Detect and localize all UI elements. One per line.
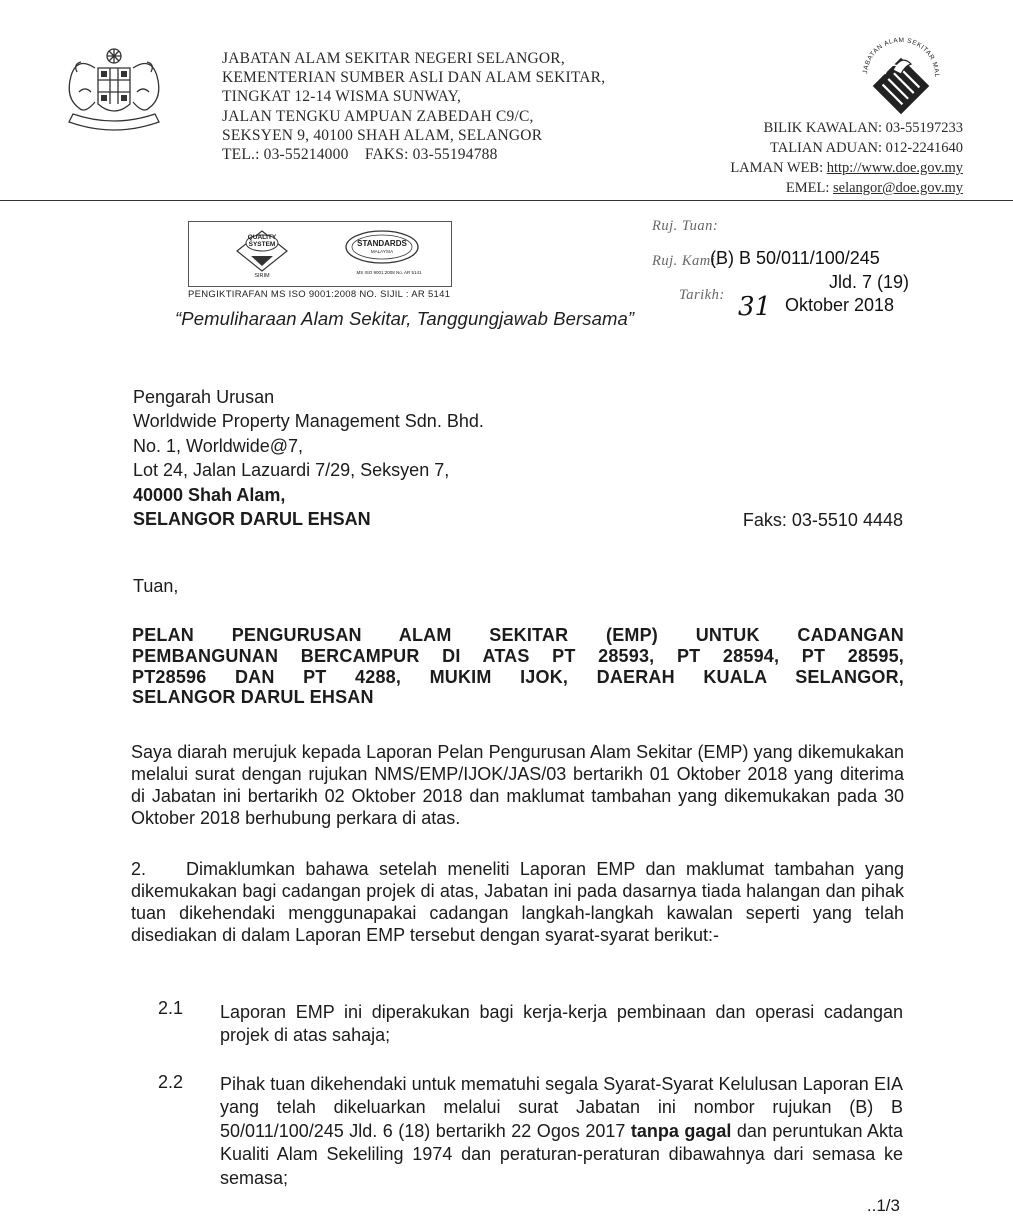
department-address-block [222, 49, 605, 164]
standards-badge-text: STANDARDS [357, 239, 407, 248]
address-line: Lot 24, Jalan Lazuardi 7/29, Seksyen 7, [133, 460, 450, 481]
subject-line: PELAN PENGURUSAN ALAM SEKITAR (EMP) UNTUK CADANGAN [132, 625, 904, 645]
email-line [730, 178, 963, 198]
paragraph-1: Saya diarah merujuk kepada Laporan Pelan Pengurusan Alam Sekitar (EMP) yang dikemukakan melalui surat dengan rujukan NMS/EMP/IJOK/JAS/03 bertarikh 01 Oktober 2018 yang diterima di Jabatan ini bertarikh 02 Oktober 2018 dan maklumat tambahan yang dikemukakan pada 30 Oktober 2018 berhubung perkara di atas. [131, 742, 904, 828]
item-2-1-text: Laporan EMP ini diperakukan bagi kerja-kerja pembinaan dan operasi cadangan projek di atas sahaja; [220, 1002, 903, 1046]
department-line: JABATAN ALAM SEKITAR NEGERI SELANGOR, [222, 50, 565, 67]
standards-malaysia-badge [343, 228, 421, 268]
item-2-2-number: 2.2 [158, 1072, 184, 1092]
subject-line: SELANGOR DARUL EHSAN [132, 687, 374, 708]
recipient-fax: Faks: 03-5510 4448 [742, 510, 903, 530]
date-month-year: Oktober 2018 [785, 295, 895, 315]
date-day-handwritten: 31 [738, 292, 772, 322]
standards-badge-sub: MALAYSIA [370, 249, 394, 254]
subject-line: PEMBANGUNAN BERCAMPUR DI ATAS PT 28593, PT 28594, PT 28595, [132, 645, 904, 666]
jilid-value: Jld. 7 (19) [828, 272, 909, 292]
ruj-kami-value: (B) B 50/011/100/245 [710, 248, 880, 268]
paragraph-2-text: Dimaklumkan bahawa setelah meneliti Laporan EMP dan maklumat tambahan yang dikemukakan bagi cadangan projek di atas, Jabatan ini pada dasarnya tiada halangan dan pihak tuan dikehendaki menggunapakai cadangan langkah-langkah kawalan seperti yang telah disediakan di dalam Laporan EMP tersebut dengan syarat-syarat berikut:- [131, 859, 904, 945]
recipient-address [133, 385, 484, 531]
paragraph-2-number: 2. [131, 859, 147, 879]
quality-badge-line: QUALITY [247, 234, 277, 241]
item-2-2-text [220, 1073, 903, 1190]
quality-badge-line: SYSTEM [248, 240, 276, 248]
talian-aduan-line: TALIAN ADUAN: 012-2241640 [770, 140, 963, 156]
ruj-kami-label: Ruj. Kami: [652, 253, 721, 269]
department-phone-line: TEL.: 03-55214000 FAKS: 03-55194788 [222, 146, 498, 164]
header-divider [0, 200, 1013, 201]
quality-badge-footer: SIRIM [254, 273, 270, 279]
item-2-2-emphasis: tanpa gagal [630, 1120, 732, 1141]
address-line: Pengarah Urusan [133, 387, 275, 407]
website-line [730, 158, 963, 178]
address-line: No. 1, Worldwide@7, [133, 435, 304, 456]
logo-ring-text: JABATAN ALAM SEKITAR MAL [862, 36, 941, 78]
item-2-1-number: 2.1 [158, 998, 184, 1018]
certification-box [188, 221, 452, 287]
certification-caption: PENGIKTIRAFAN MS ISO 9001:2008 NO. SIJIL : AR 5141 [188, 289, 451, 300]
jabatan-alam-sekitar-logo-icon [855, 30, 947, 118]
salutation: Tuan, [133, 576, 179, 596]
page-number: ..1/3 [866, 1196, 900, 1215]
website-label: LAMAN WEB: [730, 160, 827, 176]
bilik-kawalan-line: BILIK KAWALAN: 03-55197233 [763, 120, 963, 136]
address-line: Worldwide Property Management Sdn. Bhd. [133, 411, 484, 432]
department-line: KEMENTERIAN SUMBER ASLI DAN ALAM SEKITAR, [222, 69, 606, 87]
contact-block [730, 118, 963, 198]
department-line: SEKSYEN 9, 40100 SHAH ALAM, SELANGOR [222, 126, 543, 144]
subject-line: PT28596 DAN PT 4288, MUKIM IJOK, DAERAH KUALA SELANGOR, [132, 666, 904, 687]
quality-system-badge [233, 229, 291, 279]
item-2-2-text-part: dan peruntukan Akta Kualiti Alam Sekeliling 1974 dan peraturan-peraturan dibawahnya dari semasa ke semasa; [220, 1120, 903, 1188]
website-link[interactable]: http://www.doe.gov.my [826, 160, 963, 176]
department-line: JALAN TENGKU AMPUAN ZABEDAH C9/C, [222, 107, 534, 125]
address-line-bold: 40000 Shah Alam, [133, 484, 286, 505]
email-label: EMEL: [785, 180, 833, 196]
paragraph-2 [131, 858, 904, 946]
email-link[interactable]: selangor@doe.gov.my [833, 180, 963, 196]
subject-heading [132, 625, 904, 708]
tarikh-label: Tarikh: [679, 287, 725, 303]
malaysia-coat-of-arms-icon [55, 42, 173, 142]
item-2-2-text-part: Pihak tuan dikehendaki untuk mematuhi segala Syarat-Syarat Kelulusan Laporan EIA yang telah dikeluarkan melalui surat Jabatan ini nombor rujukan (B) B 50/011/100/245 Jld. 6 (18) bertarikh 22 Ogos 2017 [220, 1074, 903, 1141]
slogan: “Pemuliharaan Alam Sekitar, Tanggungjawab Bersama” [175, 308, 635, 329]
ruj-tuan-label: Ruj. Tuan: [652, 218, 719, 234]
standards-code: MS ISO 9001:2008 No. AR 5141 [356, 270, 422, 275]
address-line-bold: SELANGOR DARUL EHSAN [133, 509, 371, 530]
department-line: TINGKAT 12-14 WISMA SUNWAY, [222, 88, 462, 106]
